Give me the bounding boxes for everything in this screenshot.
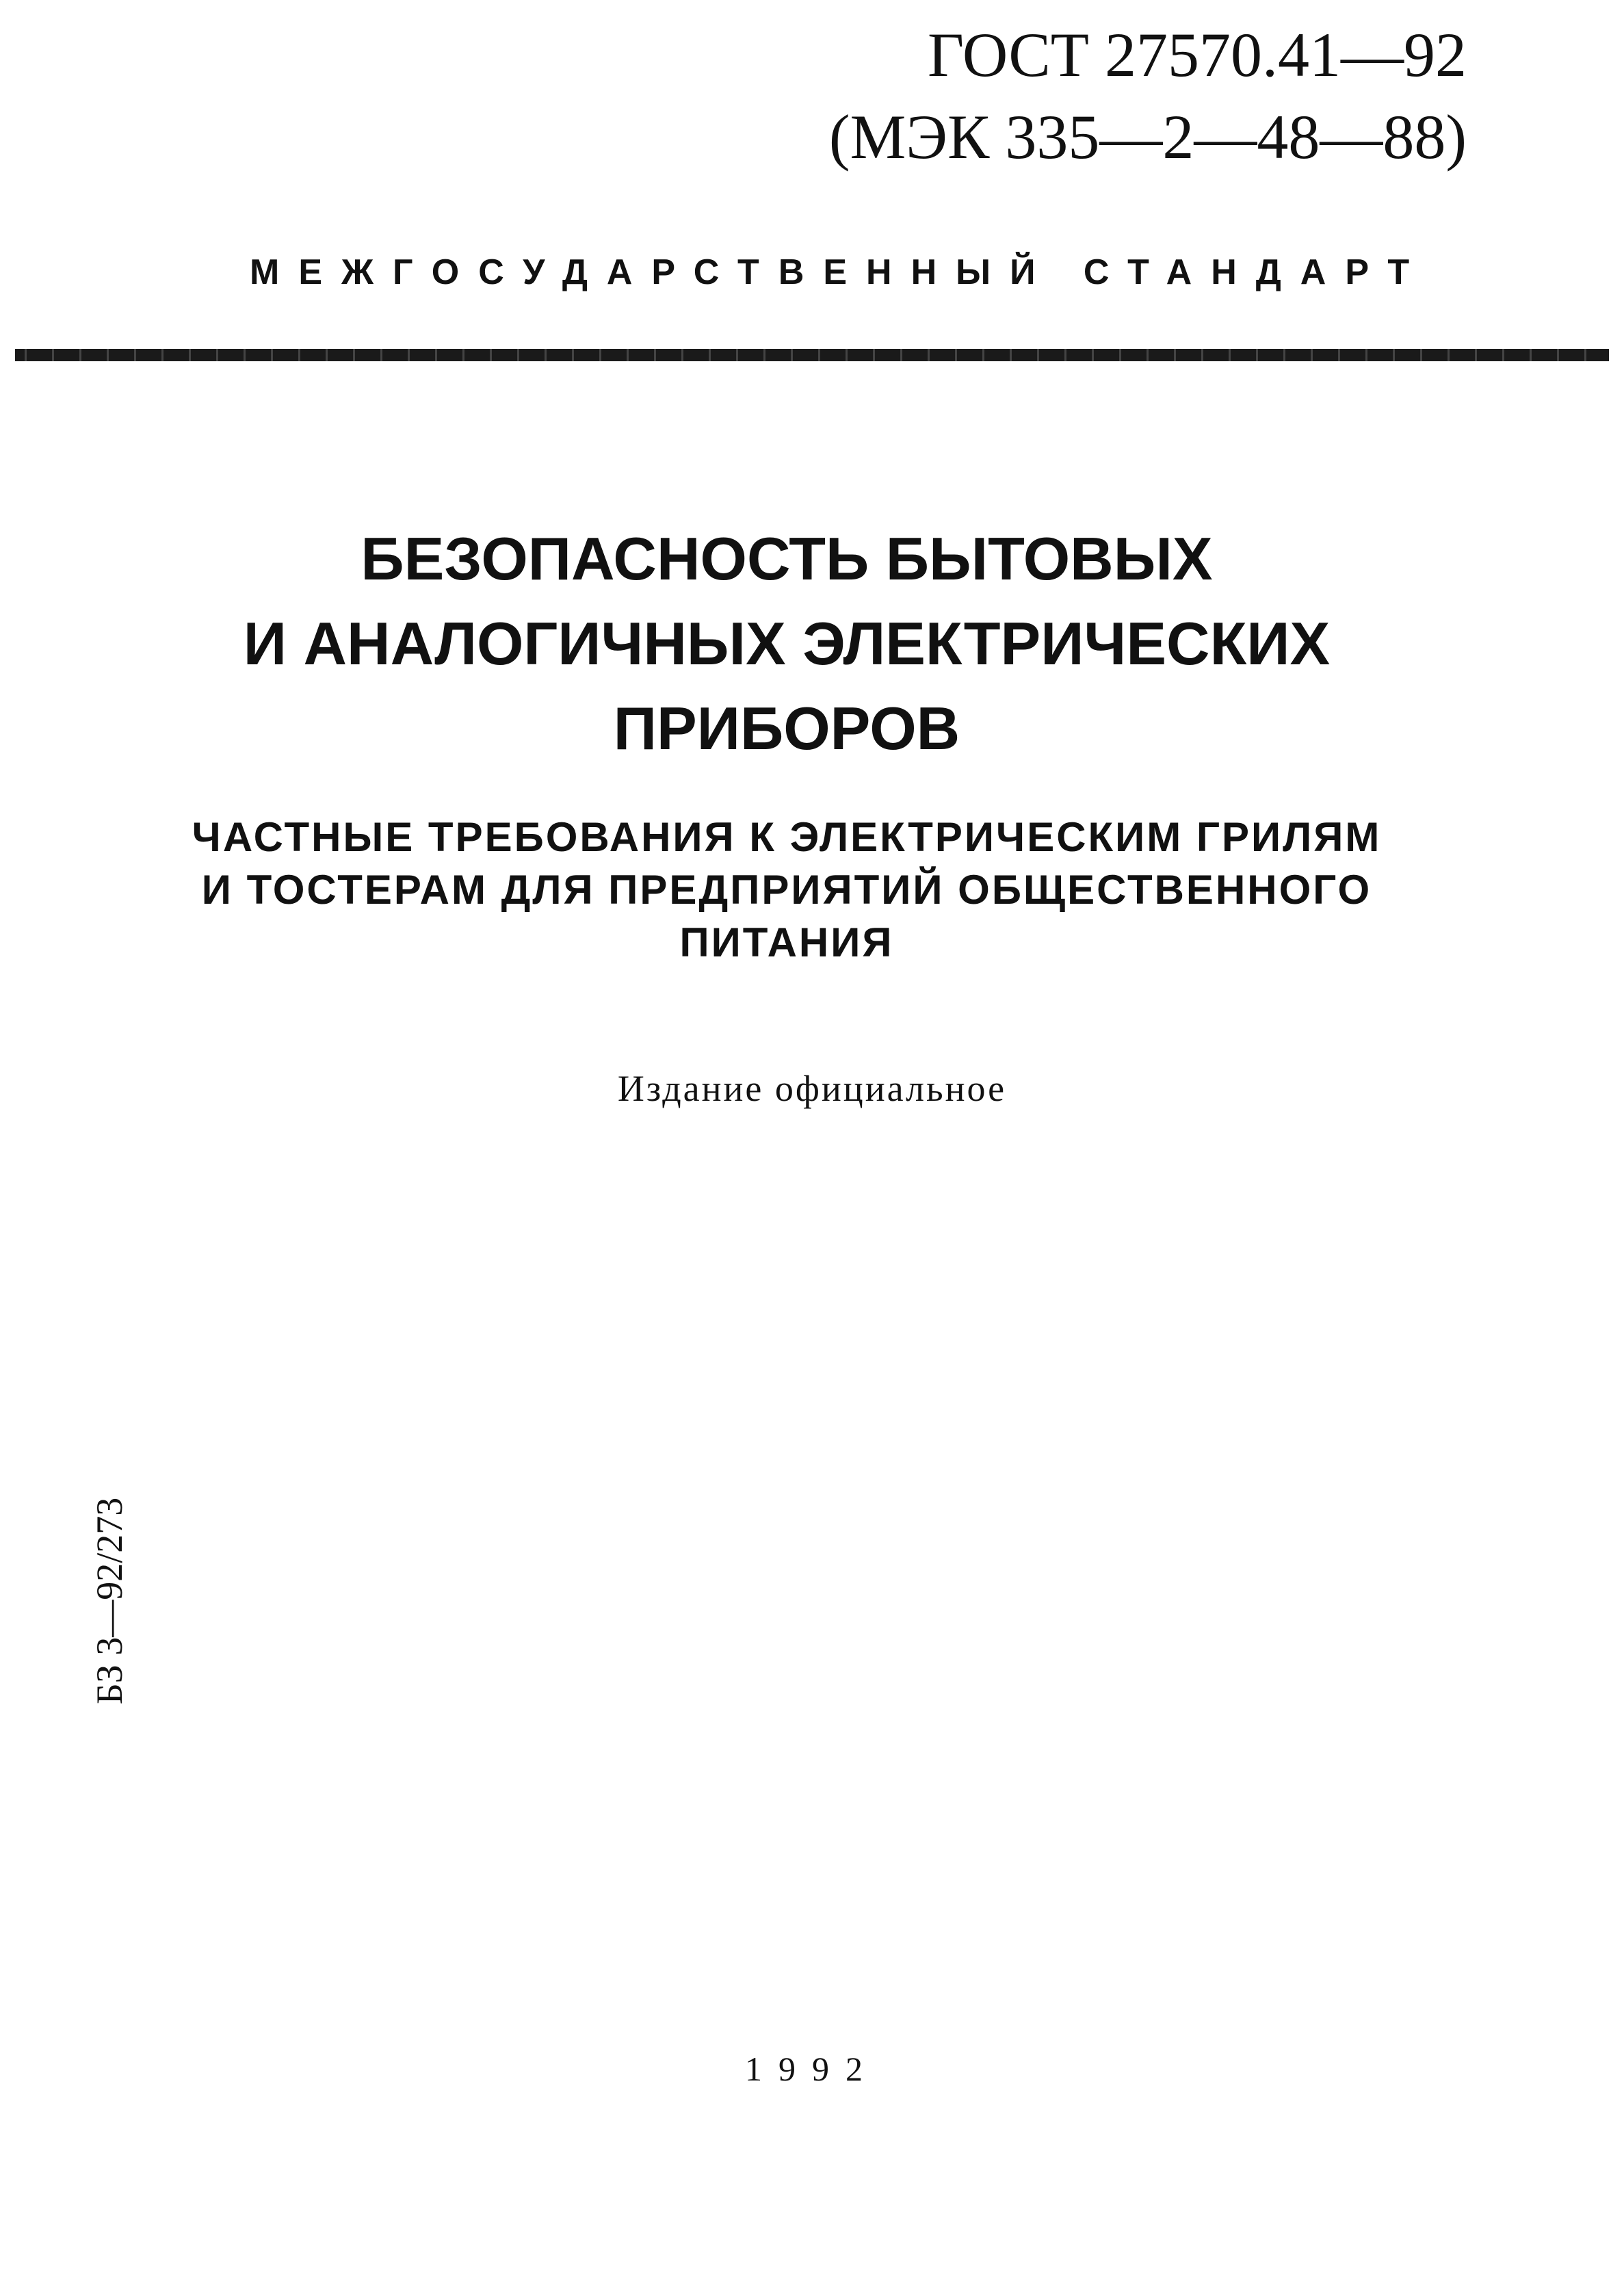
sub-title bbox=[103, 811, 1471, 969]
publication-year: 1992 bbox=[745, 2050, 879, 2088]
main-title bbox=[137, 517, 1437, 771]
edition-label: Издание официальное bbox=[617, 1068, 1007, 1109]
standard-type-label: МЕЖГОСУДАРСТВЕННЫЙ СТАНДАРТ bbox=[250, 252, 1429, 292]
main-title-line: И АНАЛОГИЧНЫХ ЭЛЕКТРИЧЕСКИХ bbox=[243, 610, 1331, 677]
gost-number: ГОСТ 27570.41—92 bbox=[927, 20, 1467, 90]
side-code bbox=[90, 1426, 129, 1775]
sub-title-line: ПИТАНИЯ bbox=[679, 919, 894, 965]
side-code-text: БЗ 3—92/273 bbox=[89, 1497, 130, 1705]
sub-title-line: И ТОСТЕРАМ ДЛЯ ПРЕДПРИЯТИЙ ОБЩЕСТВЕННОГО bbox=[201, 867, 1372, 913]
main-title-line: БЕЗОПАСНОСТЬ БЫТОВЫХ bbox=[361, 525, 1213, 592]
main-title-line: ПРИБОРОВ bbox=[613, 694, 960, 762]
sub-title-line: ЧАСТНЫЕ ТРЕБОВАНИЯ К ЭЛЕКТРИЧЕСКИМ ГРИЛЯМ bbox=[192, 814, 1382, 860]
header-divider bbox=[15, 349, 1609, 361]
iec-number: (МЭК 335—2—48—88) bbox=[828, 102, 1467, 172]
